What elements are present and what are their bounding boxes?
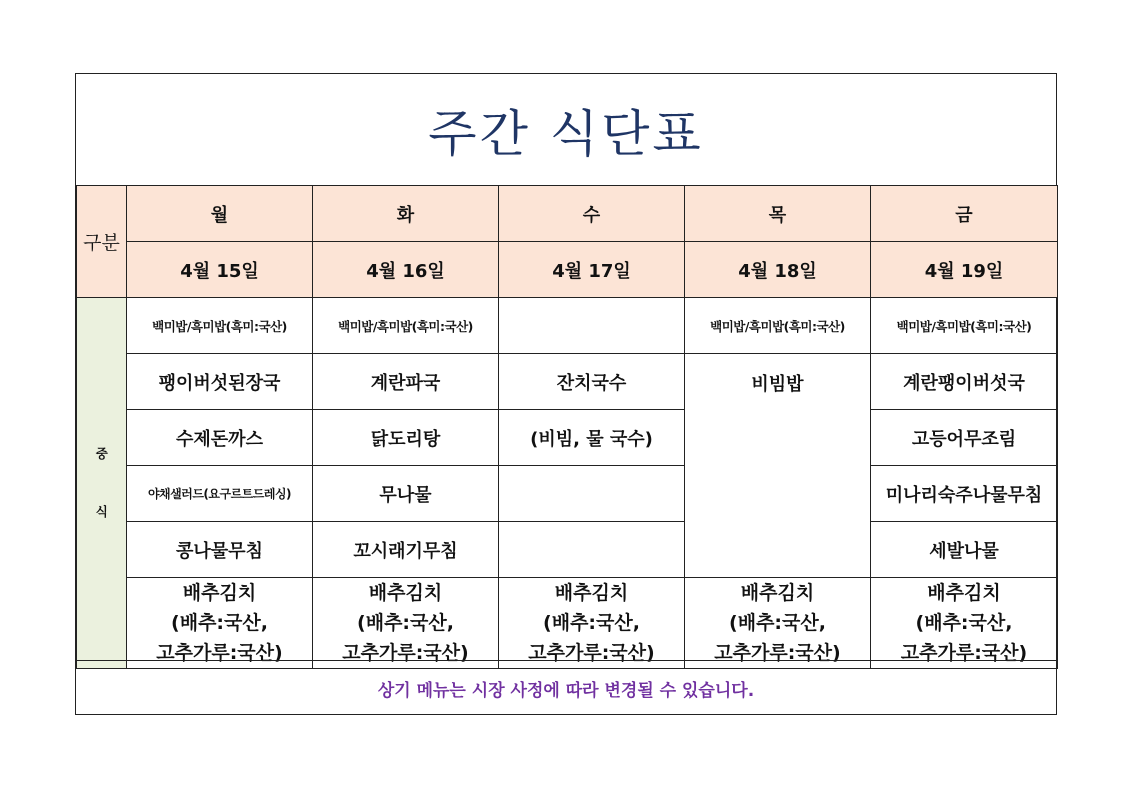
rice-tue: 백미밥/흑미밥(흑미:국산)	[313, 298, 499, 354]
page-title: 주간 식단표	[428, 104, 704, 163]
dish-mon-1: 팽이버섯된장국	[127, 354, 313, 410]
kimchi-name: 배추김치	[740, 582, 815, 604]
kimchi-name: 배추김치	[554, 582, 629, 604]
kimchi-row	[77, 578, 1058, 669]
date-row	[77, 242, 1058, 298]
rice-thu: 백미밥/흑미밥(흑미:국산)	[685, 298, 871, 354]
dish-row-1	[77, 354, 1058, 410]
dish-wed-3	[499, 466, 685, 522]
weekly-menu-table	[76, 185, 1058, 669]
day-mon: 월	[127, 186, 313, 242]
kimchi-origin-2: 고추가루:국산)	[900, 642, 1028, 664]
dish-row-2	[77, 410, 1058, 466]
kimchi-origin-2: 고추가루:국산)	[342, 642, 469, 664]
lunch-label-2: 식	[95, 504, 108, 519]
dish-wed-2: (비빔, 물 국수)	[499, 410, 685, 466]
dish-row-4	[77, 522, 1058, 578]
kimchi-origin-1: (배추:국산,	[543, 612, 640, 634]
date-fri: 4월 19일	[871, 242, 1058, 298]
date-thu: 4월 18일	[685, 242, 871, 298]
dish-tue-3: 무나물	[313, 466, 499, 522]
dish-mon-4: 콩나물무침	[127, 522, 313, 578]
day-tue: 화	[313, 186, 499, 242]
category-label: 구분	[77, 186, 127, 298]
rice-wed	[499, 298, 685, 354]
dish-fri-3: 미나리숙주나물무침	[871, 466, 1058, 522]
rice-mon: 백미밥/흑미밥(흑미:국산)	[127, 298, 313, 354]
rice-fri: 백미밥/흑미밥(흑미:국산)	[871, 298, 1058, 354]
kimchi-name: 배추김치	[927, 582, 1001, 604]
kimchi-thu	[685, 578, 871, 669]
kimchi-origin-1: (배추:국산,	[357, 612, 454, 634]
date-wed: 4월 17일	[499, 242, 685, 298]
menu-sheet	[75, 73, 1057, 715]
kimchi-origin-2: 고추가루:국산)	[156, 642, 283, 664]
dish-thu-1: 비빔밥	[685, 354, 871, 578]
date-tue: 4월 16일	[313, 242, 499, 298]
dish-fri-4: 세발나물	[871, 522, 1058, 578]
kimchi-origin-2: 고추가루:국산)	[528, 642, 655, 664]
lunch-label-1: 중	[95, 446, 108, 461]
notice-text: 상기 메뉴는 시장 사정에 따라 변경될 수 있습니다.	[76, 660, 1056, 715]
day-fri: 금	[871, 186, 1058, 242]
kimchi-name: 배추김치	[182, 582, 257, 604]
dish-wed-4	[499, 522, 685, 578]
kimchi-origin-1: (배추:국산,	[729, 612, 826, 634]
dish-mon-3: 야채샐러드(요구르트드레싱)	[127, 466, 313, 522]
dish-fri-2: 고등어무조림	[871, 410, 1058, 466]
kimchi-origin-1: (배추:국산,	[915, 612, 1013, 634]
kimchi-origin-2: 고추가루:국산)	[714, 642, 841, 664]
kimchi-wed	[499, 578, 685, 669]
kimchi-name: 배추김치	[368, 582, 443, 604]
dish-mon-2: 수제돈까스	[127, 410, 313, 466]
day-wed: 수	[499, 186, 685, 242]
date-mon: 4월 15일	[127, 242, 313, 298]
lunch-label	[77, 298, 127, 669]
weekday-row	[77, 186, 1058, 242]
rice-row	[77, 298, 1058, 354]
dish-row-3	[77, 466, 1058, 522]
dish-fri-1: 계란팽이버섯국	[871, 354, 1058, 410]
dish-tue-1: 계란파국	[313, 354, 499, 410]
title-box	[76, 74, 1056, 185]
dish-tue-2: 닭도리탕	[313, 410, 499, 466]
kimchi-fri	[871, 578, 1058, 669]
kimchi-tue	[313, 578, 499, 669]
dish-wed-1: 잔치국수	[499, 354, 685, 410]
kimchi-origin-1: (배추:국산,	[171, 612, 268, 634]
kimchi-mon	[127, 578, 313, 669]
day-thu: 목	[685, 186, 871, 242]
dish-tue-4: 꼬시래기무침	[313, 522, 499, 578]
